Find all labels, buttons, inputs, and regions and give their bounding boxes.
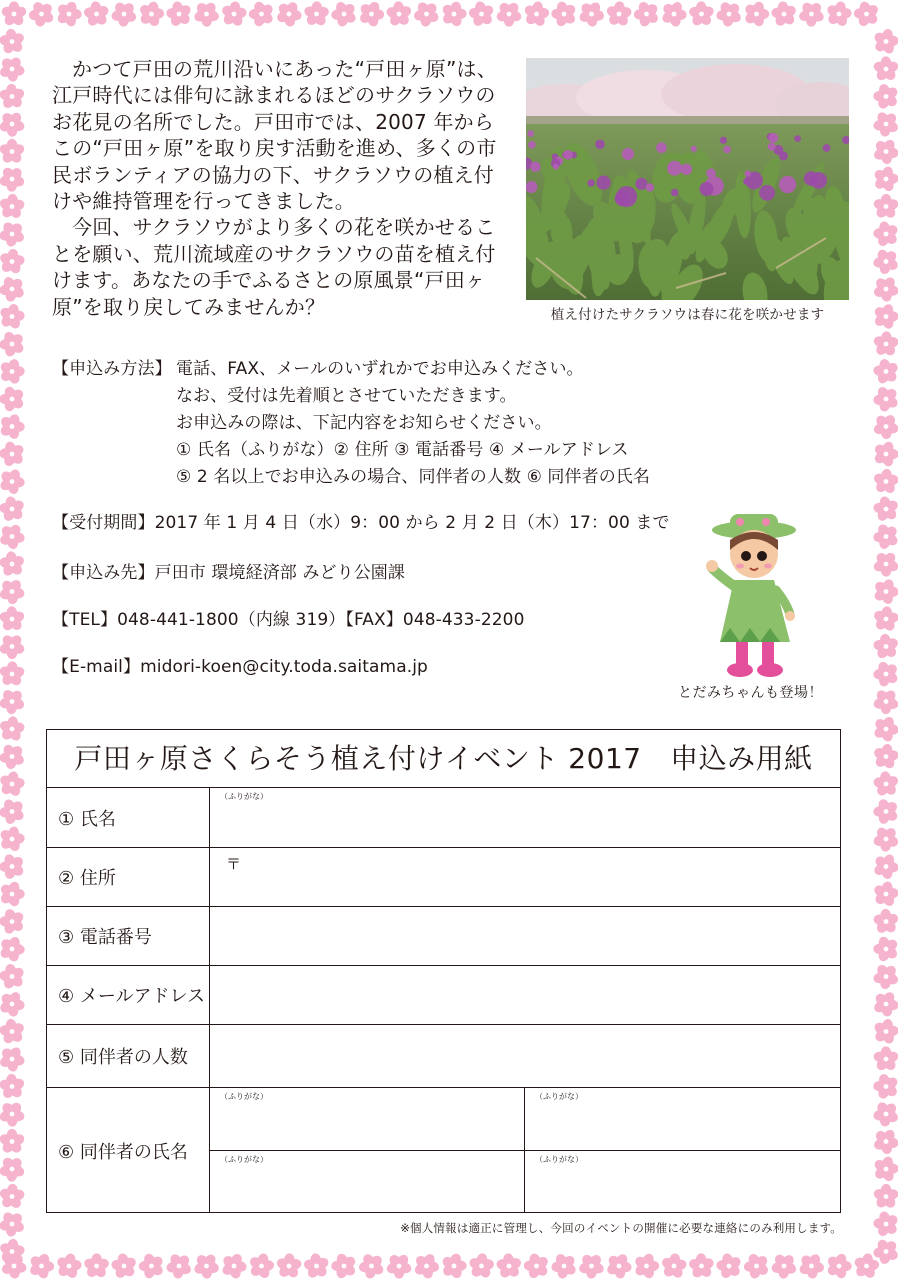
sakura-flower-icon	[0, 270, 31, 308]
form-label-phone: ③ 電話番号	[47, 907, 210, 965]
sakura-flower-icon	[188, 0, 225, 33]
sakura-flower-icon	[867, 380, 898, 418]
sakura-flower-icon	[467, 1252, 496, 1280]
sakura-flower-icon	[0, 878, 29, 911]
sakura-flower-icon	[216, 1249, 251, 1280]
sakura-flower-icon	[822, 1250, 856, 1280]
sakura-flower-icon	[0, 1096, 30, 1133]
sakura-flower-icon	[656, 0, 692, 32]
furigana-label: （ふりがな）	[220, 1092, 268, 1101]
furigana-label: （ふりがな）	[535, 1154, 583, 1164]
sakurasou-photo	[526, 58, 849, 300]
sakura-flower-icon	[870, 26, 898, 57]
sakura-flower-icon	[302, 1, 330, 28]
sakura-flower-icon	[0, 1237, 27, 1267]
method-line: ① 氏名（ふりがな）② 住所 ③ 電話番号 ④ メールアドレス	[176, 440, 629, 460]
furigana-label: （ふりがな）	[220, 1154, 268, 1164]
sakura-flower-icon	[0, 1183, 27, 1211]
application-form	[46, 729, 841, 1213]
sakura-flower-icon	[0, 139, 26, 165]
sakura-flower-icon	[868, 766, 898, 801]
sakura-flower-icon	[0, 79, 29, 114]
sakura-flower-icon	[0, 1129, 26, 1155]
sakura-flower-icon	[0, 715, 27, 744]
form-label-address: ② 住所	[47, 848, 210, 906]
form-label-companion-names: ⑥ 同伴者の氏名	[47, 1088, 210, 1213]
email-field[interactable]	[210, 966, 840, 1024]
sakura-flower-icon	[573, 1248, 610, 1280]
sakura-flower-icon	[868, 1124, 898, 1160]
sakura-flower-icon	[24, 1249, 59, 1280]
sakura-flower-icon	[518, 1248, 555, 1280]
sakura-flower-icon	[0, 51, 30, 87]
sakura-flower-icon	[133, 1247, 170, 1280]
sakura-flower-icon	[521, 0, 552, 30]
sakura-flower-icon	[0, 546, 29, 582]
sakura-flower-icon	[0, 247, 27, 277]
form-label-email: ④ メールアドレス	[47, 966, 210, 1024]
sakura-flower-icon	[0, 793, 31, 831]
sakura-flower-icon	[352, 1247, 390, 1280]
sakura-flower-icon	[872, 1184, 898, 1210]
sakura-flower-icon	[868, 353, 898, 389]
form-row-name	[47, 788, 840, 848]
sakura-flower-icon	[871, 468, 898, 496]
sakura-flower-icon	[870, 742, 898, 772]
sakura-flower-icon	[868, 712, 898, 747]
sakura-flower-icon	[243, 0, 280, 33]
sakura-flower-icon	[0, 436, 30, 473]
sakura-flower-icon	[135, 0, 168, 30]
sakura-flower-icon	[0, 602, 29, 637]
sakura-flower-icon	[0, 24, 29, 60]
sakura-flower-icon	[739, 0, 773, 31]
sakura-flower-icon	[868, 849, 898, 884]
application-period: 【受付期間】2017 年 1 月 4 日（水）9：00 から 2 月 2 日（木）17：00 まで	[52, 513, 670, 533]
sakura-flower-icon	[872, 194, 898, 220]
sakura-flower-icon	[869, 52, 898, 86]
sakura-flower-icon	[275, 1253, 304, 1280]
sakura-flower-icon	[867, 931, 898, 968]
sakura-flower-icon	[869, 163, 898, 195]
sakura-flower-icon	[407, 0, 445, 33]
sakura-flower-icon	[0, 491, 30, 527]
sakura-flower-icon	[869, 438, 898, 471]
sakura-flower-icon	[325, 0, 363, 33]
sakura-flower-icon	[463, 0, 499, 32]
sakura-flower-icon	[0, 519, 30, 555]
address-field[interactable]	[210, 848, 840, 906]
sakura-flower-icon	[659, 1252, 689, 1280]
sakura-flower-icon	[867, 271, 898, 307]
sakura-flower-icon	[765, 1248, 803, 1280]
intro-text	[52, 56, 507, 320]
sakura-flower-icon	[868, 491, 898, 527]
sakura-flower-icon	[766, 0, 801, 32]
sakura-flower-icon	[0, 325, 30, 363]
sakura-flower-icon	[848, 0, 885, 33]
sakura-flower-icon	[0, 903, 30, 940]
name-field[interactable]	[210, 788, 840, 847]
sakura-flower-icon	[490, 0, 527, 33]
sakura-flower-icon	[52, 0, 87, 31]
sakura-flower-icon	[867, 655, 898, 693]
form-row-email	[47, 966, 840, 1025]
sakura-flower-icon	[872, 331, 898, 358]
sakura-flower-icon	[79, 0, 114, 32]
sakura-flower-icon	[867, 1095, 898, 1133]
companion-name-field[interactable]	[525, 1151, 840, 1214]
sakura-flower-icon	[408, 1249, 444, 1280]
sakura-flower-icon	[793, 0, 831, 33]
sakura-flower-icon	[0, 769, 28, 799]
sakura-flower-icon	[0, 987, 30, 1022]
sakura-flower-icon	[710, 0, 748, 33]
sakura-flower-icon	[867, 546, 898, 583]
form-row-address	[47, 848, 840, 907]
sakura-flower-icon	[573, 0, 610, 32]
intro-paragraph-1: かつて戸田の荒川沿いにあった“戸田ヶ原”は、江戸時代には俳句に詠まれるほどのサクラソウのお花見の名所でした。戸田市では、2007 年からこの“戸田ヶ原”を取り戻す活動を進め、多くの市民ボランティアの協力の下、サクラソウの植え付けや維持管理を行ってきました。	[52, 57, 497, 214]
sakura-flower-icon	[684, 0, 718, 31]
sakura-flower-icon	[0, 356, 29, 389]
form-label-name: ① 氏名	[47, 788, 210, 847]
mascot-caption: とだみちゃんも登場！	[678, 685, 823, 701]
sakura-flower-icon	[0, 215, 31, 253]
sakura-flower-icon	[245, 1251, 277, 1280]
intro-paragraph-2: 今回、サクラソウがより多くの花を咲かせることを願い、荒川流域産のサクラソウの苗を植え付けます。あなたの手でふるさとの原風景“戸田ヶ原”を取り戻してみませんか？	[52, 215, 496, 319]
privacy-footnote: ※個人情報は適正に管理し、今回のイベントの開催に必要な連絡にのみ利用します。	[400, 1221, 842, 1235]
sakura-flower-icon	[0, 301, 28, 332]
sakura-flower-icon	[684, 1249, 718, 1280]
form-row-companion-names	[47, 1088, 840, 1213]
sakura-flower-icon	[22, 0, 60, 33]
sakura-flower-icon	[0, 823, 28, 855]
method-label: 【申込み方法】	[52, 359, 172, 379]
sakura-flower-icon	[868, 629, 898, 665]
phone-field[interactable]	[210, 907, 840, 965]
sakura-flower-icon	[869, 1042, 898, 1076]
companion-name-field[interactable]	[210, 1151, 525, 1214]
sakura-flower-icon	[867, 105, 898, 143]
sakura-flower-icon	[868, 987, 898, 1023]
sakura-flower-icon	[0, 848, 30, 886]
sakura-flower-icon	[737, 1247, 775, 1280]
sakura-flower-icon	[630, 1250, 664, 1280]
sakura-flower-icon	[106, 1248, 142, 1280]
sakura-flower-icon	[867, 821, 898, 858]
contact-email: 【E-mail】midori-koen@city.toda.saitama.jp	[52, 657, 428, 677]
sakura-flower-icon	[0, 958, 30, 995]
sakura-flower-icon	[867, 683, 898, 720]
sakura-flower-icon	[870, 1016, 898, 1047]
form-label-companion-count: ⑤ 同伴者の人数	[47, 1025, 210, 1087]
sakura-flower-icon	[0, 193, 27, 221]
sakura-flower-icon	[105, 0, 143, 33]
application-destination: 【申込み先】戸田市 環境経済部 みどり公園課	[52, 563, 406, 583]
sakura-flower-icon	[0, 410, 29, 444]
form-row-companion-count	[47, 1025, 840, 1088]
companion-name-field[interactable]	[525, 1088, 840, 1151]
sakura-flower-icon	[545, 0, 582, 33]
sakura-flower-icon	[299, 1248, 334, 1280]
sakura-flower-icon	[601, 1249, 637, 1280]
furigana-label: （ふりがな）	[535, 1092, 583, 1101]
furigana-label: （ふりがな）	[220, 792, 268, 801]
sakura-flower-icon	[868, 134, 898, 170]
sakura-flower-icon	[0, 464, 30, 499]
sakura-flower-icon	[160, 1247, 198, 1280]
sakura-flower-icon	[628, 0, 665, 33]
sakura-flower-icon	[0, 628, 30, 665]
sakura-flower-icon	[437, 1250, 470, 1280]
sakura-flower-icon	[0, 1, 27, 27]
sakura-flower-icon	[0, 932, 29, 966]
sakura-flower-icon	[869, 1153, 898, 1185]
sakura-flower-icon	[0, 1151, 31, 1188]
sakura-flower-icon	[604, 0, 633, 28]
sakura-flower-icon	[868, 1206, 898, 1243]
form-row-phone	[47, 907, 840, 966]
sakura-flower-icon	[869, 300, 898, 333]
sakura-flower-icon	[869, 904, 898, 939]
sakura-flower-icon	[793, 1248, 829, 1280]
sakura-flower-icon	[0, 574, 30, 611]
sakura-flower-icon	[823, 0, 855, 30]
sakura-flower-icon	[0, 683, 31, 720]
sakura-flower-icon	[867, 958, 898, 996]
companion-name-field[interactable]	[210, 1088, 525, 1151]
sakura-flower-icon	[870, 879, 898, 910]
sakura-flower-icon	[867, 78, 898, 115]
sakura-flower-icon	[188, 1248, 225, 1280]
sakura-flower-icon	[219, 0, 250, 29]
sakura-flower-icon	[0, 106, 30, 143]
application-method	[52, 356, 650, 491]
method-line: ⑤ 2 名以上でお申込みの場合、同伴者の人数 ⑥ 同伴者の氏名	[176, 467, 651, 487]
form-title: 戸田ヶ原さくらそう植え付けイベント 2017 申込み用紙	[47, 730, 840, 788]
sakura-flower-icon	[325, 1248, 362, 1280]
contact-tel-fax: 【TEL】048-441-1800（内線 319）【FAX】048-433-2200	[52, 610, 525, 630]
photo-caption: 植え付けたサクラソウは春に花を咲かせます	[550, 307, 825, 323]
sakura-flower-icon	[871, 605, 898, 634]
method-line: お申込みの際は、下記内容をお知らせください。	[176, 413, 552, 433]
sakura-flower-icon	[53, 1251, 85, 1280]
todami-chan-mascot	[706, 510, 806, 680]
method-line: 電話、FAX、メールのいずれかでお申込みください。	[176, 359, 584, 379]
sakura-flower-icon	[491, 1248, 526, 1280]
postal-mark: 〒	[226, 855, 242, 873]
sakura-flower-icon	[354, 0, 389, 31]
sakura-flower-icon	[437, 0, 470, 31]
sakura-flower-icon	[0, 738, 31, 776]
sakura-flower-icon	[868, 575, 898, 609]
sakura-flower-icon	[382, 0, 416, 32]
sakura-flower-icon	[868, 216, 898, 253]
companion-count-field[interactable]	[210, 1025, 840, 1087]
sakura-flower-icon	[0, 661, 26, 688]
sakura-flower-icon	[161, 0, 197, 33]
sakura-flower-icon	[867, 1068, 898, 1105]
sakura-flower-icon	[867, 408, 898, 445]
sakura-flower-icon	[545, 1247, 583, 1280]
sakura-flower-icon	[0, 1205, 31, 1243]
sakura-flower-icon	[0, 381, 30, 418]
sakura-flower-icon	[867, 793, 898, 830]
sakura-flower-icon	[380, 1248, 417, 1280]
sakura-flower-icon	[0, 161, 31, 198]
method-line: なお、受付は先着順とさせていただきます。	[176, 386, 517, 406]
sakura-flower-icon	[0, 1041, 30, 1077]
sakura-flower-icon	[271, 0, 307, 32]
sakura-flower-icon	[867, 518, 898, 556]
sakura-flower-icon	[867, 243, 898, 281]
sakura-flower-icon	[0, 1069, 29, 1104]
sakura-flower-icon	[83, 1253, 111, 1279]
sakura-flower-icon	[0, 1014, 29, 1050]
sakura-flower-icon	[711, 1248, 747, 1280]
